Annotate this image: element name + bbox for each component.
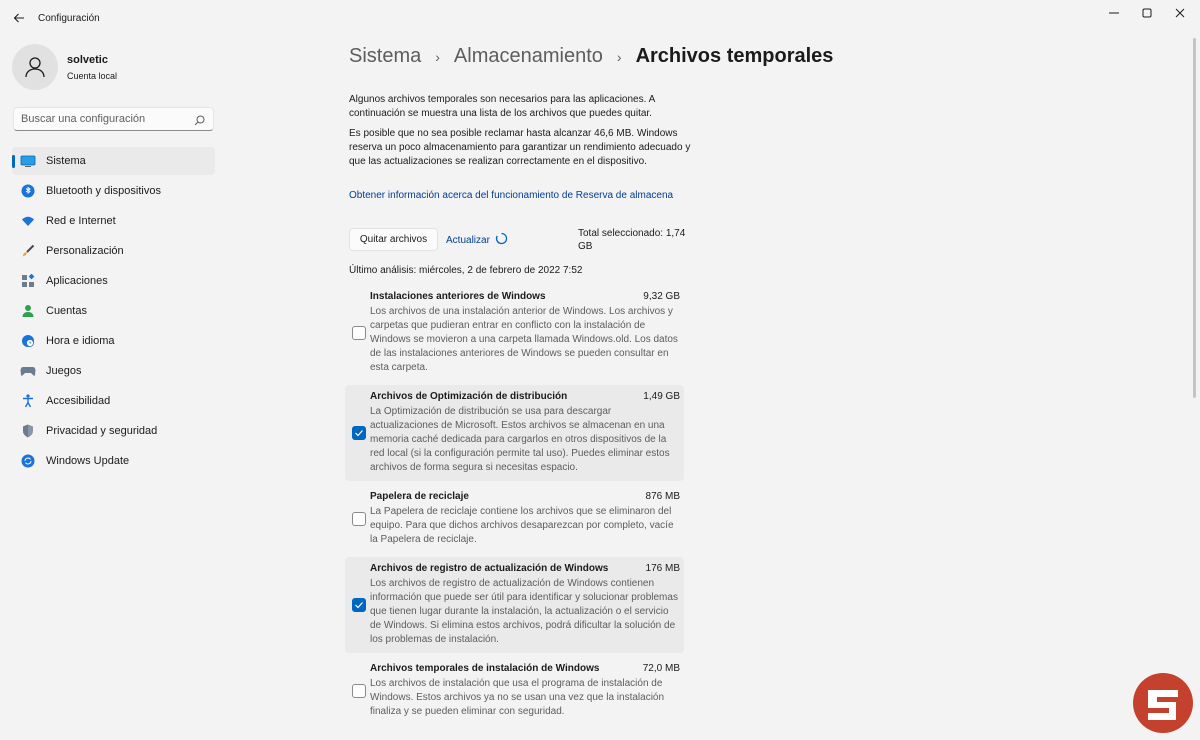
page-title: Archivos temporales (635, 45, 834, 67)
sidebar-item-red[interactable] (12, 207, 215, 235)
breadcrumb-sistema[interactable]: Sistema (349, 45, 422, 67)
item-description: Los archivos de registro de actualización de Windows contienen información que puede ser útil para identificar y solucionar problemas que tienen lugar durante la instalación, la actualización o el servicio de Windows. Si elimina estos archivos, podrá dificultar la solución de los problemas de instalación. (370, 578, 678, 645)
item-title: Archivos de registro de actualización de Windows (370, 563, 609, 574)
sidebar-item-privacidad[interactable] (12, 417, 215, 445)
item-title: Papelera de reciclaje (370, 491, 469, 502)
item-checkbox[interactable] (352, 512, 366, 526)
breadcrumb-almacenamiento[interactable]: Almacenamiento (453, 45, 603, 67)
breadcrumb (349, 45, 833, 68)
item-checkbox[interactable] (352, 426, 366, 440)
wifi-icon (20, 213, 36, 229)
item-title: Archivos de Optimización de distribución (370, 391, 568, 402)
breadcrumb-separator: › (616, 48, 622, 65)
item-title: Instalaciones anteriores de Windows (370, 291, 546, 302)
profile-account-type: Cuenta local (67, 70, 118, 81)
sidebar-item-personalizacion[interactable] (12, 237, 215, 265)
remove-files-button[interactable]: Quitar archivos (349, 228, 438, 251)
globe-clock-icon (20, 333, 36, 349)
system-icon (20, 153, 36, 169)
app-title: Configuración (38, 13, 100, 24)
sidebar-item-bluetooth[interactable] (12, 177, 215, 205)
breadcrumb-separator: › (435, 48, 440, 65)
item-size: 176 MB (645, 563, 680, 574)
search-box (13, 107, 214, 131)
item-checkbox[interactable] (352, 598, 366, 612)
temp-item-setup-files[interactable] (345, 657, 684, 725)
intro-paragraph-2: Es posible que no sea posible reclamar hasta alcanzar 46,6 MB. Windows reserva un poco almacenamiento para garantizar un rendimiento adecuado y que las actualizaciones se realizan correctamente en el dispositivo. (349, 128, 691, 167)
refresh-label: Actualizar (446, 234, 490, 246)
profile-name: solvetic (67, 53, 108, 66)
search-icon[interactable] (194, 113, 205, 131)
storage-reserve-link[interactable]: Obtener información acerca del funcionamiento de Reserva de almacena (349, 190, 674, 201)
accessibility-icon (20, 393, 36, 409)
intro-paragraph-1: Algunos archivos temporales son necesarios para las aplicaciones. A continuación se muestra una lista de los archivos que puedes quitar. (349, 94, 655, 119)
item-title: Archivos temporales de instalación de Windows (370, 663, 600, 674)
watermark-logo (1128, 668, 1198, 738)
total-selected: Total seleccionado: 1,74 GB (578, 228, 686, 252)
sidebar-item-label: Aplicaciones (46, 275, 108, 287)
sidebar-item-label: Juegos (46, 365, 82, 377)
sidebar-nav (12, 147, 215, 477)
main-content (349, 0, 1199, 740)
temp-item-delivery-optimization[interactable] (345, 385, 684, 481)
sidebar-item-label: Personalización (46, 245, 124, 257)
temp-item-update-logs[interactable] (345, 557, 684, 653)
item-description: Los archivos de una instalación anterior de Windows. Los archivos y carpetas que pudieran entrar en conflicto con la instalación de Windows se movieron a una carpeta llamada Windows.old. Los datos de las instalaciones anteriores de Windows se pueden consultar en esta carpeta. (370, 306, 678, 373)
avatar (12, 44, 58, 90)
sidebar-item-aplicaciones[interactable] (12, 267, 215, 295)
back-button[interactable] (8, 7, 30, 29)
sidebar-item-hora-idioma[interactable] (12, 327, 215, 355)
person-icon (20, 303, 36, 319)
sidebar-item-label: Cuentas (46, 305, 87, 317)
sidebar-item-label: Accesibilidad (46, 395, 111, 407)
item-size: 72,0 MB (642, 663, 680, 674)
update-icon (20, 453, 36, 469)
apps-icon (20, 273, 36, 289)
sidebar-item-cuentas[interactable] (12, 297, 215, 325)
temp-item-recycle-bin[interactable] (345, 485, 684, 552)
refresh-spinner-icon (495, 232, 508, 248)
sidebar-item-label: Privacidad y seguridad (46, 425, 158, 437)
gamepad-icon (20, 363, 36, 379)
scrollbar[interactable] (1193, 38, 1196, 398)
refresh-link[interactable] (446, 232, 508, 248)
person-avatar-icon (23, 55, 47, 79)
sidebar-item-label: Red e Internet (46, 215, 116, 227)
sidebar-item-sistema[interactable] (12, 147, 215, 175)
bluetooth-icon (20, 183, 36, 199)
search-input[interactable] (14, 113, 184, 125)
user-profile[interactable] (12, 44, 117, 90)
back-arrow-icon (13, 12, 25, 24)
checkmark-icon (354, 600, 364, 610)
sidebar-item-accesibilidad[interactable] (12, 387, 215, 415)
sidebar-item-label: Hora e idioma (46, 335, 115, 347)
item-description: La Optimización de distribución se usa para descargar actualizaciones de Microsoft. Estos archivos se almacenan en una memoria caché dedicada para cargarlos en otros dispositivos de la red local (si la configuración permite tal uso). Puedes eliminar estos archivos de forma segura si necesitas espacio. (370, 406, 670, 473)
shield-icon (20, 423, 36, 439)
sidebar-item-label: Windows Update (46, 455, 130, 467)
item-description: Los archivos de instalación que usa el programa de instalación de Windows. Estos archivos ya no se usan una vez que la instalación finaliza y se pueden eliminar con seguridad. (370, 678, 665, 717)
brush-icon (20, 243, 36, 259)
item-checkbox[interactable] (352, 684, 366, 698)
sidebar-item-windows-update[interactable] (12, 447, 215, 475)
sidebar-item-juegos[interactable] (12, 357, 215, 385)
last-scan-text: Último análisis: miércoles, 2 de febrero de 2022 7:52 (349, 265, 583, 276)
checkmark-icon (354, 428, 364, 438)
sidebar-item-label: Sistema (46, 155, 86, 167)
item-checkbox[interactable] (352, 326, 366, 340)
item-size: 1,49 GB (643, 391, 680, 402)
sidebar-item-label: Bluetooth y dispositivos (46, 185, 161, 197)
item-size: 9,32 GB (643, 291, 680, 302)
item-description: La Papelera de reciclaje contiene los archivos que se eliminaron del equipo. Para que dichos archivos desaparezcan por completo, vacíe la Papelera de reciclaje. (370, 506, 674, 545)
temp-item-previous-installs[interactable] (345, 285, 684, 381)
item-size: 876 MB (645, 491, 680, 502)
